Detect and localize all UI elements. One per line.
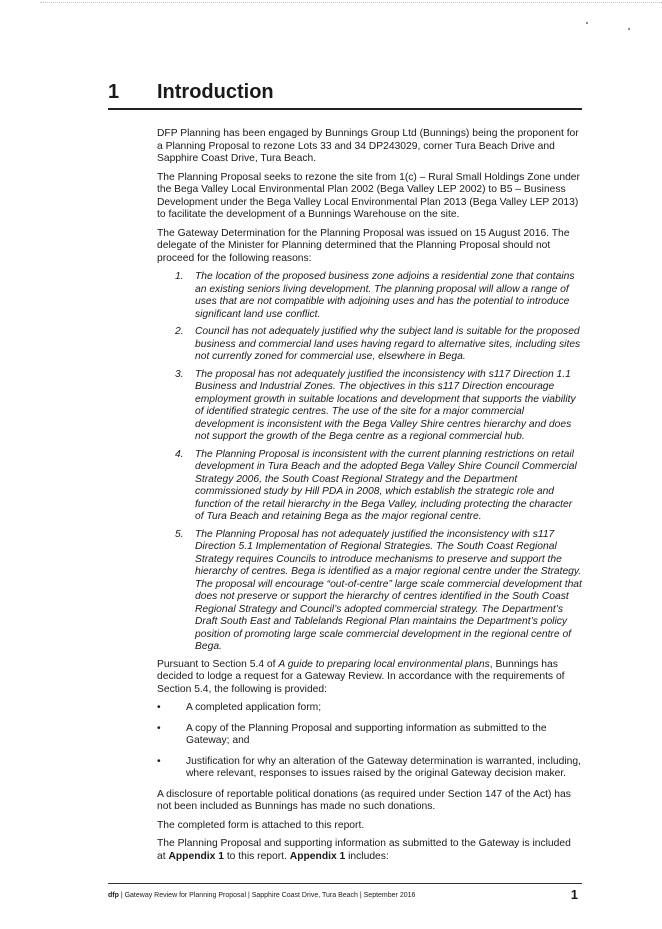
appendix-ref: Appendix 1 [168, 850, 224, 862]
footer-text: | Gateway Review for Planning Proposal | Sapphire Coast Drive, Tura Beach | September 2016 [118, 892, 416, 899]
bullet-icon: • [157, 722, 161, 734]
page-number: 1 [570, 887, 578, 902]
body-text [157, 128, 582, 869]
section-title: Introduction [157, 81, 274, 103]
section-number: 1 [108, 81, 120, 103]
list-item-text: The Planning Proposal is inconsistent with the current planning restrictions on retail development in Tura Beach and the adopted Bega Valley Shire Council Commercial Strategy 2006, the South Coast Regional Strategy and the Department commissioned study by Hill PDA in 2008, which establish the strategic role and function of the retail hierarchy in the Bega Valley, including protecting the character of Tura Beach and retaining Bega as the major regional centre. [195, 448, 577, 522]
list-item-text: The Planning Proposal has not adequately justified the inconsistency with s117 Direction 5.1 Implementation of Regional Strategies. The South Coast Regional Strategy requires Councils to introduce mechanisms to preserve and support the hierarchy of centres. Bega is identified as a major regional centre under the Strategy. The proposal will encourage “out-of-centre” large scale commercial development that does not preserve or support the hierarchy of centres identified in the South Coast Regional Strategy and Council’s adopted commercial strategy. The Department’s Draft South East and Tablelands Regional Plan maintains the Department’s policy position of promoting large scale commercial development in the regional centre of Bega. [195, 528, 582, 652]
page-footer [108, 887, 582, 904]
bullet-text: A completed application form; [186, 702, 322, 713]
list-item [157, 369, 582, 444]
scan-speck [586, 22, 588, 24]
paragraph-text: Pursuant to Section 5.4 of [157, 658, 279, 670]
list-item [157, 529, 582, 654]
list-item [157, 326, 582, 364]
footer-brand: dfp [108, 892, 119, 899]
list-item-number: 4. [175, 448, 184, 460]
bullet-item [157, 756, 582, 781]
bullet-item [157, 702, 582, 715]
heading-rule [108, 108, 582, 110]
list-item [157, 449, 582, 524]
paragraph-text: includes: [345, 850, 389, 862]
bullet-icon: • [157, 702, 161, 713]
paragraph-text: , Bunnings has decided to lodge a request for a Gateway Review. In accordance with the requirements of Section 5.4, the following is provided: [157, 658, 565, 695]
paragraph: The completed form is attached to this report. [157, 819, 365, 831]
list-item-number: 2. [175, 326, 184, 337]
scan-top-edge [40, 2, 662, 3]
paragraph: The Gateway Determination for the Planning Proposal was issued on 15 August 2016. The delegate of the Minister for Planning determined that the Planning Proposal should not proceed for the following reasons: [157, 227, 570, 264]
footer-rule [108, 883, 582, 884]
bullet-text: Justification for why an alteration of the Gateway determination is warranted, including, where relevant, responses to issues raised by the original Gateway decision maker. [186, 755, 581, 779]
paragraph: DFP Planning has been engaged by Bunnings Group Ltd (Bunnings) being the proponent for a Planning Proposal to rezone Lots 33 and 34 DP243029, corner Tura Beach Drive and Sapphire Coast Drive, Tura Beach. [157, 128, 579, 164]
bullet-icon: • [157, 755, 161, 767]
paragraph [157, 838, 582, 863]
paragraph [157, 659, 582, 697]
bullet-item [157, 723, 582, 748]
guide-title: A guide to preparing local environmental plans [278, 658, 490, 670]
list-item-number: 1. [175, 271, 184, 282]
list-item-number: 5. [175, 528, 184, 540]
paragraph: A disclosure of reportable political donations (as required under Section 147 of the Act) has not been included as Bunnings has made no such donations. [157, 788, 571, 812]
list-item-text: The proposal has not adequately justified the inconsistency with s117 Direction 1.1 Business and Industrial Zones. The objectives in this s117 Direction encourage employment growth in suitable locations and development that supports the viability of identified strategic centres. The use of the site for a major commercial development is inconsistent with the Bega Valley Shire centres hierarchy and does not support the growth of the Bega centre as a regional commercial hub. [195, 368, 576, 442]
paragraph-text: to this report. [223, 850, 290, 862]
list-item [157, 271, 582, 321]
paragraph: The Planning Proposal seeks to rezone the site from 1(c) – Rural Small Holdings Zone under the Bega Valley Local Environmental Plan 2002 (Bega Valley LEP 2002) to B5 – Business Development under the Bega Valley Local Environmental Plan 2013 (Bega Valley LEP 2013) to facilitate the development of a Bunnings Warehouse on the site. [157, 171, 580, 220]
list-item-text: The location of the proposed business zone adjoins a residential zone that contains an existing seniors living development. The planning proposal will allow a range of uses that are not compatible with adjoining uses and has the potential to introduce significant land use conflict. [195, 271, 575, 320]
bullet-text: A copy of the Planning Proposal and supporting information as submitted to the Gateway; and [186, 722, 547, 746]
reasons-list [157, 271, 582, 654]
scan-speck [628, 28, 630, 30]
paragraph-text: The Planning Proposal and supporting information as submitted to the Gateway is included at [157, 838, 571, 862]
appendix-ref: Appendix 1 [289, 850, 346, 862]
list-item-number: 3. [175, 368, 184, 380]
list-item-text: Council has not adequately justified why the subject land is suitable for the proposed business and commercial land uses having regard to alternative sites, including sites not currently zoned for commercial use, elsewhere in Bega. [195, 326, 581, 362]
